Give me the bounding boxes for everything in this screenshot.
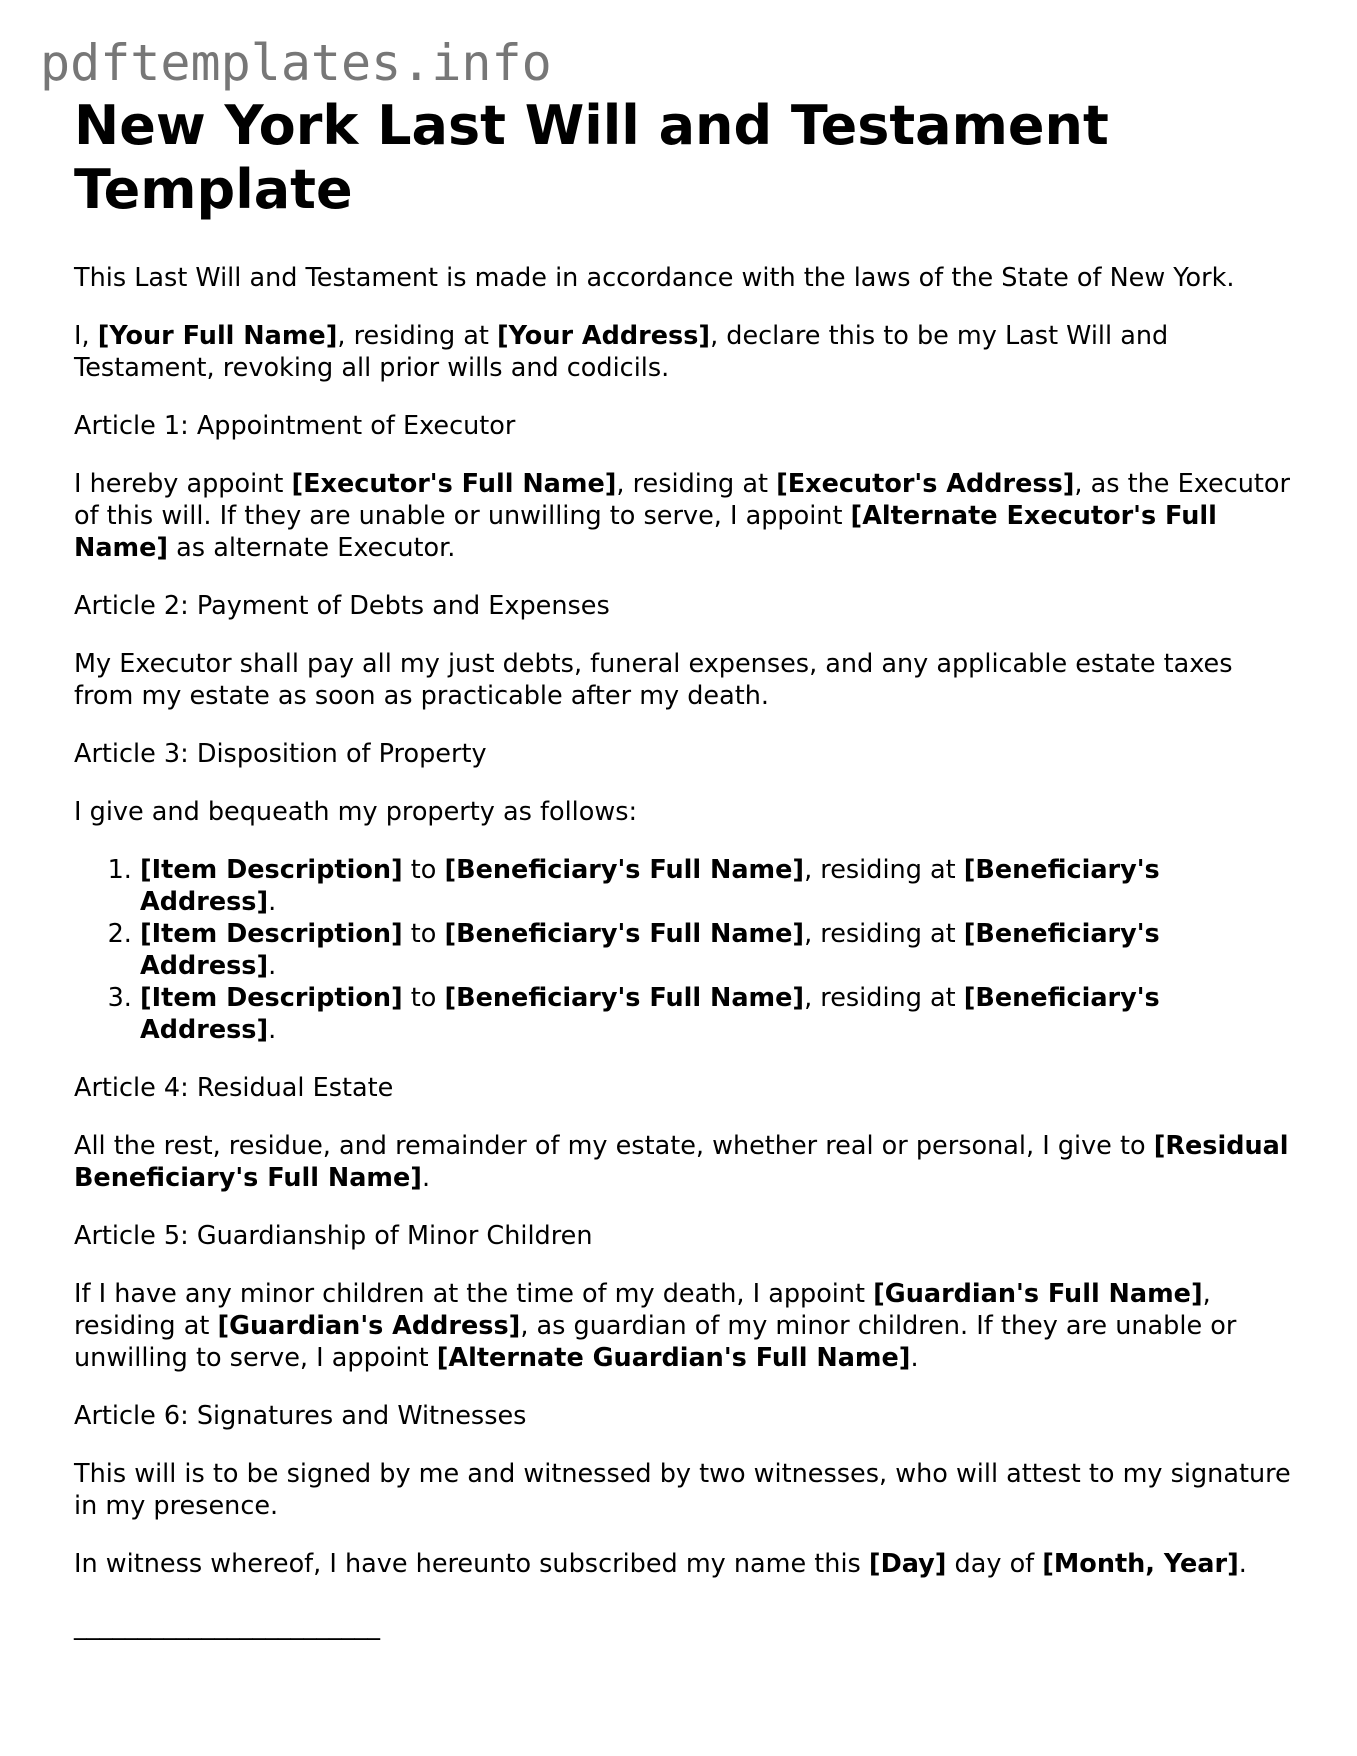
declaration-paragraph: I, [Your Full Name], residing at [Your Address], declare this to be my Last Will and Testament, revoking all prior wills and codicils.	[74, 321, 1169, 383]
property-list	[74, 854, 1294, 1046]
intro-paragraph: This Last Will and Testament is made in accordance with the laws of the State of New York.	[74, 263, 1235, 293]
guardian-name-placeholder: [Guardian's Full Name]	[873, 1279, 1203, 1309]
signature-line: ________________________	[74, 1611, 380, 1641]
list-item: 1. [Item Description] to [Beneficiary's Full Name], residing at [Beneficiary's Address].	[140, 854, 1294, 918]
your-address-placeholder: [Your Address]	[497, 321, 711, 351]
month-year-placeholder: [Month, Year]	[1042, 1549, 1239, 1579]
alternate-guardian-placeholder: [Alternate Guardian's Full Name]	[436, 1343, 911, 1373]
page-title: New York Last Will and Testament Template	[74, 94, 1109, 221]
document-body	[74, 94, 1294, 1642]
alternate-executor-placeholder: [Alternate Executor's Full Name]	[74, 501, 1217, 563]
article-2-paragraph: My Executor shall pay all my just debts, funeral expenses, and any applicable estate taxes from my estate as soon as practicable after my death.	[74, 649, 1233, 711]
executor-address-placeholder: [Executor's Address]	[776, 469, 1075, 499]
article-6-paragraph: This will is to be signed by me and witnessed by two witnesses, who will attest to my signature in my presence.	[74, 1459, 1291, 1521]
article-5-heading: Article 5: Guardianship of Minor Children	[74, 1221, 593, 1251]
executor-name-placeholder: [Executor's Full Name]	[291, 469, 617, 499]
article-4-paragraph: All the rest, residue, and remainder of my estate, whether real or personal, I give to [Residual Beneficiary's Full Name].	[74, 1131, 1289, 1193]
article-4-heading: Article 4: Residual Estate	[74, 1073, 394, 1103]
article-2-heading: Article 2: Payment of Debts and Expenses	[74, 591, 610, 621]
witness-paragraph: In witness whereof, I have hereunto subscribed my name this [Day] day of [Month, Year].	[74, 1549, 1247, 1579]
article-5-paragraph: If I have any minor children at the time of my death, I appoint [Guardian's Full Name], residing at [Guardian's Address], as guardian of my minor children. If they are unable or unwilling to serve, I appoint [Alternate Guardian's Full Name].	[74, 1279, 1237, 1373]
article-3-heading: Article 3: Disposition of Property	[74, 739, 487, 769]
article-1-paragraph: I hereby appoint [Executor's Full Name], residing at [Executor's Address], as the Executor of this will. If they are unable or unwilling to serve, I appoint [Alternate Executor's Full Name] as alternate Executor.	[74, 469, 1290, 563]
list-item: 3. [Item Description] to [Beneficiary's Full Name], residing at [Beneficiary's Address].	[140, 982, 1294, 1046]
article-1-heading: Article 1: Appointment of Executor	[74, 411, 516, 441]
your-full-name-placeholder: [Your Full Name]	[97, 321, 338, 351]
article-3-paragraph: I give and bequeath my property as follows:	[74, 797, 638, 827]
will-text	[74, 262, 1294, 1642]
day-placeholder: [Day]	[868, 1549, 947, 1579]
residual-beneficiary-placeholder: [Residual Beneficiary's Full Name]	[74, 1131, 1289, 1193]
article-6-heading: Article 6: Signatures and Witnesses	[74, 1401, 527, 1431]
watermark: pdftemplates.info	[40, 34, 552, 92]
guardian-address-placeholder: [Guardian's Address]	[217, 1311, 521, 1341]
list-item: 2. [Item Description] to [Beneficiary's Full Name], residing at [Beneficiary's Address].	[140, 918, 1294, 982]
